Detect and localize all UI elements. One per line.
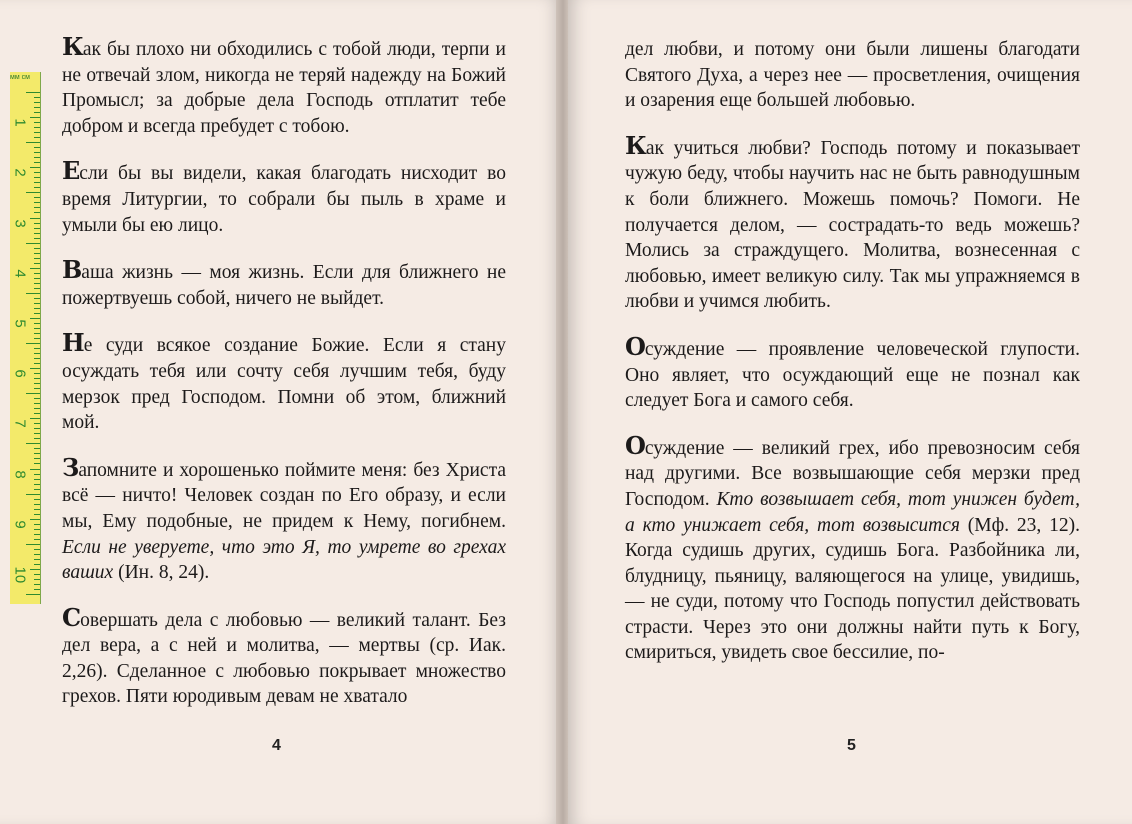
ruler-tick [30,218,40,219]
initial-capital: К [625,130,646,160]
ruler-tick [30,469,40,470]
ruler-tick [34,353,40,354]
ruler-tick [30,418,40,419]
ruler-tick [34,328,40,329]
ruler-tick [34,579,40,580]
ruler-tick [34,348,40,349]
ruler-tick [34,197,40,198]
ruler-tick [34,233,40,234]
initial-capital: К [62,32,83,61]
ruler-tick [34,398,40,399]
ruler-number: 10 [11,566,29,584]
ruler-tick [34,223,40,224]
paragraph-text: дел любви, и потому они были лишены благодати Святого Духа, а через нее — просветления, очищения и озарения еще большей любовью. [625,39,1080,112]
paragraph-text: аша жизнь — моя жизнь. Если для ближнего не пожертвуешь собой, ничего не выйдет. [62,262,506,309]
ruler-tick [34,202,40,203]
ruler-tick [30,519,40,520]
initial-capital: Е [62,156,80,186]
ruler-tick [34,147,40,148]
ruler-tick [26,243,40,244]
ruler-tick [34,489,40,490]
paragraph-text: (Ин. 8, 24). [113,562,210,584]
paragraph-text: ак учиться любви? Господь потому и показывает чужую беду, чтобы научить нас не быть равнодушным к боли ближнего. Можешь помочь? Помоги. Не получается делом, — сострадать-то ведь можешь? Молись за страждущего. Молитва, вознесенная с любовью, имеет великую силу. Так мы упражняемся в любви и учимся любить. [625,137,1080,313]
ruler-tick [34,403,40,404]
ruler-number: 5 [11,319,29,328]
ruler-tick [34,584,40,585]
ruler-tick [30,117,40,118]
ruler-tick [34,107,40,108]
initial-capital: С [62,602,81,632]
ruler-tick [34,504,40,505]
paragraph [625,130,1080,315]
ruler-tick [34,453,40,454]
ruler-tick [34,463,40,464]
ruler-tick [26,192,40,193]
ruler-tick [34,514,40,515]
ruler-number: 8 [11,469,29,479]
ruler-tick [30,167,40,168]
ruler-tick [34,187,40,188]
ruler-tick [34,263,40,264]
ruler-tick [34,102,40,103]
ruler-tick [34,313,40,314]
ruler-tick [34,438,40,439]
ruler-tick [34,539,40,540]
ruler-tick [34,554,40,555]
ruler-tick [34,278,40,279]
scripture-quote: Если не уверуете, что это Я, то умрете во грехах ваших [62,536,506,584]
ruler-tick [30,318,40,319]
ruler-tick [26,443,40,444]
ruler-number: 6 [11,369,29,378]
ruler-tick [34,238,40,239]
left-page [0,0,562,824]
paragraph-text: е суди всякое создание Божие. Если я стану осуждать тебя или сочту себя лучшим тебя, буду мерзок пред Господом. Помни об этом, ближний мой. [62,335,506,434]
ruler-tick [34,228,40,229]
ruler-tick [34,589,40,590]
ruler-tick [34,172,40,173]
ruler-tick [34,162,40,163]
ruler-tick [26,494,40,495]
ruler-tick [30,368,40,369]
ruler-tick [30,569,40,570]
ruler-tick [34,177,40,178]
paragraph [625,37,1080,114]
ruler-tick [34,524,40,525]
ruler-number: 2 [11,168,29,178]
initial-capital: О [625,430,645,460]
paragraph-text: сли бы вы видели, какая благодать нисходит во время Литургии, то собрали бы пыль в храме и умыли бы ею лицо. [62,163,506,236]
ruler-tick [34,428,40,429]
initial-capital: З [62,452,79,482]
right-page-number: 5 [847,737,856,754]
right-page-text [625,37,1080,688]
paragraph-text: апомните и хорошенько поймите меня: без Христа всё — ничто! Человек создан по Его образу, и если мы, Ему подобные, не придем к Нему, погибнем. [62,459,506,532]
ruler-ticks [10,72,40,604]
ruler-tick [34,413,40,414]
ruler-tick [34,433,40,434]
ruler-tick [30,268,40,269]
ruler-tick [26,293,40,294]
ruler-tick [34,303,40,304]
ruler-tick [34,479,40,480]
ruler-tick [34,363,40,364]
paragraph-text: ак бы плохо ни обходились с тобой люди, терпи и не отвечай злом, никогда не теряй надежду на Божий Промысл; за добрые дела Господь отплатит тебе добром и всегда пребудет с тобою. [62,39,506,137]
ruler-tick [34,308,40,309]
initial-capital: В [62,255,82,285]
paragraph-text: овершать дела с любовью — великий талант. Без дел вера, а с ней и молитва, — мертвы (ср. Иак. 2,26). Сделанное с любовью покрывает множество грехов. Пяти юродивым девам не хватало [62,609,506,708]
initial-capital: Н [62,328,84,358]
ruler-tick [34,258,40,259]
ruler-tick [34,323,40,324]
paragraph [62,602,506,710]
paragraph-text: суждение — проявление человеческой глупости. Оно являет, что осуждающий еще не познал как следует Бога и самого себя. [625,338,1080,412]
ruler-tick [34,127,40,128]
ruler-tick [26,594,40,595]
ruler-tick [34,509,40,510]
ruler-tick [26,544,40,545]
ruler-tick [34,137,40,138]
paragraph [62,255,506,311]
ruler-tick [34,373,40,374]
ruler-tick [34,564,40,565]
ruler-tick [26,92,40,93]
ruler-tick [34,559,40,560]
initial-capital: О [625,331,645,361]
ruler-number: 9 [11,520,29,529]
paragraph [62,452,506,586]
ruler-tick [34,423,40,424]
paragraph-text: суждение — великий грех, ибо превозносим себя над другими. Все возвышающие себя мерзки пред Господом. [625,437,1080,510]
ruler-tick [34,298,40,299]
ruler-tick [34,288,40,289]
ruler-tick [34,273,40,274]
ruler-tick [34,182,40,183]
paragraph [62,328,506,435]
paragraph [625,331,1080,414]
scripture-quote: Кто возвышает себя, тот унижен будет, а кто унижает себя, тот возвысится [625,488,1080,536]
ruler-tick [34,132,40,133]
ruler-tick [26,343,40,344]
ruler-tick [34,484,40,485]
left-page-number: 4 [272,737,281,754]
ruler-tick [34,152,40,153]
ruler-tick [34,338,40,339]
ruler-tick [26,142,40,143]
ruler-number: 1 [11,118,29,127]
left-page-text [62,32,506,732]
ruler-tick [34,122,40,123]
ruler-tick [34,358,40,359]
ruler-tick [34,157,40,158]
ruler-tick [34,207,40,208]
measuring-ruler [10,72,41,604]
ruler-tick [34,474,40,475]
paragraph-text: (Мф. 23, 12). Когда судишь других, судишь Бога. Разбойника ли, блудницу, пьяницу, валяющегося на улице, увидишь, — не суди, потому что Господь попустил действовать страсти. Через это они должны найти путь к Богу, смириться, увидеть свое бессилие, по- [625,514,1081,664]
ruler-tick [34,534,40,535]
ruler-tick [34,97,40,98]
ruler-tick [34,458,40,459]
ruler-tick [34,388,40,389]
ruler-tick [34,212,40,213]
ruler-number: 7 [11,419,29,429]
paragraph [62,32,506,139]
ruler-unit-label: мм см [10,74,30,81]
ruler-tick [34,378,40,379]
ruler-tick [34,253,40,254]
ruler-tick [34,499,40,500]
paragraph [62,156,506,238]
ruler-tick [34,283,40,284]
right-page [568,0,1132,824]
ruler-tick [34,549,40,550]
ruler-tick [34,112,40,113]
ruler-number: 4 [11,269,29,278]
ruler-tick [34,333,40,334]
ruler-tick [34,448,40,449]
ruler-tick [34,383,40,384]
paragraph [625,430,1081,666]
ruler-tick [34,248,40,249]
ruler-tick [26,393,40,394]
ruler-tick [34,408,40,409]
ruler-tick [34,574,40,575]
ruler-number: 3 [11,218,29,228]
ruler-tick [34,529,40,530]
